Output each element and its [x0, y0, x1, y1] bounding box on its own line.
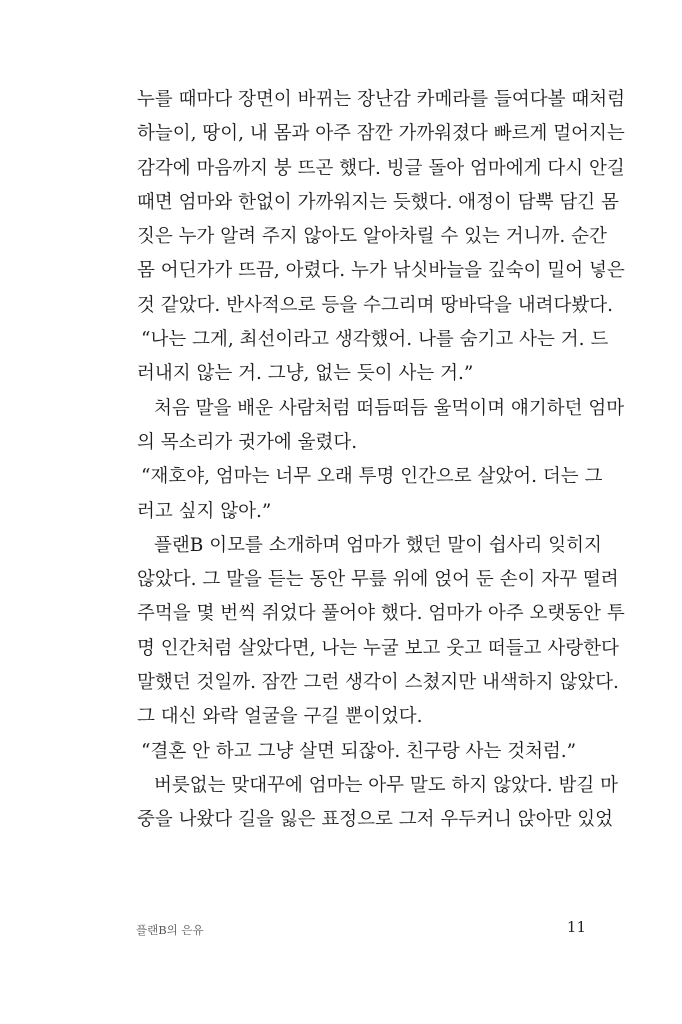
- text-line: 감각에 마음까지 붕 뜨곤 했다. 빙글 돌아 엄마에게 다시 안길: [137, 157, 625, 179]
- text-line: 것 같았다. 반사적으로 등을 수그리며 땅바닥을 내려다봤다.: [137, 294, 613, 316]
- text-line: 중을 나왔다 길을 잃은 표정으로 그저 우두커니 앉아만 있었: [137, 809, 613, 831]
- text-line: 짓은 누가 알려 주지 않아도 알아차릴 수 있는 거니까. 순간: [137, 226, 607, 248]
- running-footer-title: 플랜B의 은유: [136, 923, 204, 937]
- page-number: 11: [566, 918, 586, 936]
- text-line: 명 인간처럼 살았다면, 나는 누굴 보고 웃고 떠들고 사랑한다: [137, 637, 619, 659]
- text-line: 주먹을 몇 번씩 쥐었다 풀어야 했다. 엄마가 아주 오랫동안 투: [137, 603, 625, 625]
- text-line: 러고 싶지 않아.”: [137, 500, 272, 522]
- text-line: 플랜B 이모를 소개하며 엄마가 했던 말이 쉽사리 잊히지: [154, 534, 602, 556]
- dialogue-line: “재호야, 엄마는 너무 오래 투명 인간으로 살았어. 더는 그: [141, 466, 603, 488]
- text-line: 하늘이, 땅이, 내 몸과 아주 잠깐 가까워졌다 빠르게 멀어지는: [137, 123, 625, 145]
- body-text: [137, 83, 625, 838]
- text-line: 버릇없는 맞대꾸에 엄마는 아무 말도 하지 않았다. 밤길 마: [154, 774, 618, 796]
- text-line: 러내지 않는 거. 그냥, 없는 듯이 사는 거.”: [137, 363, 474, 385]
- text-line: 말했던 것일까. 잠깐 그런 생각이 스쳤지만 내색하지 않았다.: [137, 672, 619, 694]
- text-line: 몸 어딘가가 뜨끔, 아렸다. 누가 낚싯바늘을 깊숙이 밀어 넣은: [137, 260, 625, 282]
- text-line: 때면 엄마와 한없이 가까워지는 듯했다. 애정이 담뿍 담긴 몸: [137, 191, 619, 213]
- dialogue-line: “나는 그게, 최선이라고 생각했어. 나를 숨기고 사는 거. 드: [141, 329, 609, 351]
- text-line: 누를 때마다 장면이 바뀌는 장난감 카메라를 들여다볼 때처럼: [137, 89, 625, 110]
- dialogue-line: “결혼 안 하고 그냥 살면 되잖아. 친구랑 사는 것처럼.”: [141, 740, 577, 762]
- text-line: 의 목소리가 귓가에 울렸다.: [137, 431, 358, 453]
- text-line: 처음 말을 배운 사람처럼 떠듬떠듬 울먹이며 얘기하던 엄마: [154, 397, 625, 419]
- text-line: 그 대신 와락 얼굴을 구길 뿐이었다.: [137, 706, 423, 728]
- text-line: 않았다. 그 말을 듣는 동안 무릎 위에 얹어 둔 손이 자꾸 떨려: [137, 569, 619, 591]
